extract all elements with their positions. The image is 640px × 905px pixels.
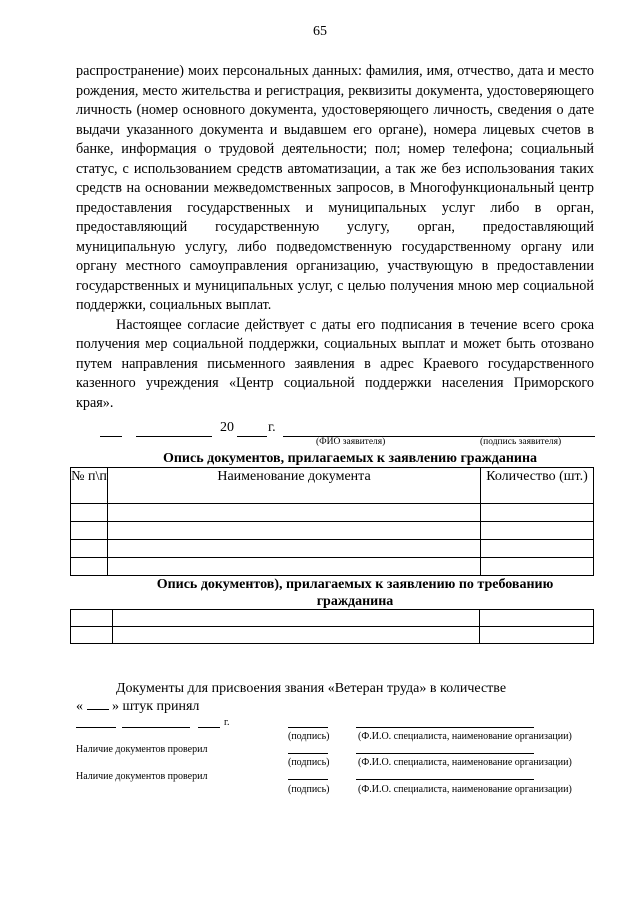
count-blank[interactable] — [87, 697, 109, 710]
accept-year-blank[interactable] — [198, 727, 220, 728]
paragraph-personal-data: распространение) моих персональных данных: фамилия, имя, отчество, дата и место рождения, место жительства и регистрация, реквизиты документа, удостоверяющего личность (номер основного документа, удостоверяющего личность, сведения о дате выдачи указанного документа и выдавшем его органе), номера лицевых счетов в банке, информация о трудовой деятельности; пол; номер телефона; социальный статус, с использованием средств автоматизации, а так же без использования таких средств на основании межведомственных запросов, в Многофункциональный центр предоставления государственных и муниципальных услуг либо в орган, предоставляющий государственную услугу, орган, предоставляющий муниципальную услугу, либо подведомственную государственному органу или органу местного самоуправления организацию, участвующую в предоставлении государственных и муниципальных услуг, с целью получения мною мер социальной поддержки, социальных выплат. — [76, 63, 594, 313]
count-prefix: « — [76, 699, 83, 714]
day-blank[interactable] — [100, 436, 122, 437]
requested-documents-table — [70, 609, 594, 644]
consent-text — [76, 62, 594, 413]
sign-label-2: (подпись) — [288, 757, 330, 768]
sign-blank-1[interactable] — [288, 727, 328, 728]
col-number: № п\п — [71, 468, 108, 504]
year-suffix: г. — [268, 420, 276, 435]
docs-accepted-line: Документы для присвоения звания «Ветеран труда» в количестве — [116, 681, 507, 696]
accept-day-blank[interactable] — [76, 727, 116, 728]
sign-blank-2[interactable] — [288, 753, 328, 754]
table1-title: Опись документов, прилагаемых к заявлению гражданина — [162, 451, 538, 466]
checked-label-2: Наличие документов проверил — [76, 771, 208, 782]
fio-label: (ФИО заявителя) — [316, 437, 386, 447]
paragraph-validity: Настоящее согласие действует с даты его подписания в течение всего срока получения мер социальной поддержки, социальных выплат и может быть отозвано путем направления письменного заявления в адрес Краевого государственного казенного учреждения «Центр социальной поддержки населения Приморского края». — [76, 316, 594, 411]
col-quantity: Количество (шт.) — [481, 468, 594, 504]
sign-blank-3[interactable] — [288, 779, 328, 780]
checked-label-1: Наличие документов проверил — [76, 744, 208, 755]
year-blank[interactable] — [237, 436, 267, 437]
table-row — [71, 504, 594, 522]
month-blank[interactable] — [136, 436, 212, 437]
count-line — [76, 697, 199, 715]
spec-label-2: (Ф.И.О. специалиста, наименование организации) — [358, 757, 572, 768]
spec-blank-1[interactable] — [356, 727, 534, 728]
table-row — [71, 610, 594, 627]
table-row — [71, 558, 594, 576]
accept-year-suffix: г. — [224, 717, 230, 728]
sign-label-3: (подпись) — [288, 784, 330, 795]
spec-blank-3[interactable] — [356, 779, 534, 780]
table2-title-line2: гражданина — [316, 594, 394, 609]
sign-label-1: (подпись) — [288, 731, 330, 742]
table2-title-line1: Опись документов), прилагаемых к заявлению по требованию — [156, 577, 554, 592]
count-suffix: » штук принял — [112, 699, 200, 714]
spec-blank-2[interactable] — [356, 753, 534, 754]
table-row — [71, 540, 594, 558]
spec-label-3: (Ф.И.О. специалиста, наименование организации) — [358, 784, 572, 795]
accept-month-blank[interactable] — [122, 727, 190, 728]
table-row — [71, 627, 594, 644]
page-number: 65 — [313, 24, 327, 39]
table2-title — [110, 576, 600, 610]
documents-table — [70, 467, 594, 576]
col-document-name: Наименование документа — [108, 468, 481, 504]
table-row — [71, 522, 594, 540]
year-prefix: 20 — [220, 420, 234, 435]
sign-label: (подпись заявителя) — [480, 437, 562, 447]
spec-label-1: (Ф.И.О. специалиста, наименование организации) — [358, 731, 572, 742]
